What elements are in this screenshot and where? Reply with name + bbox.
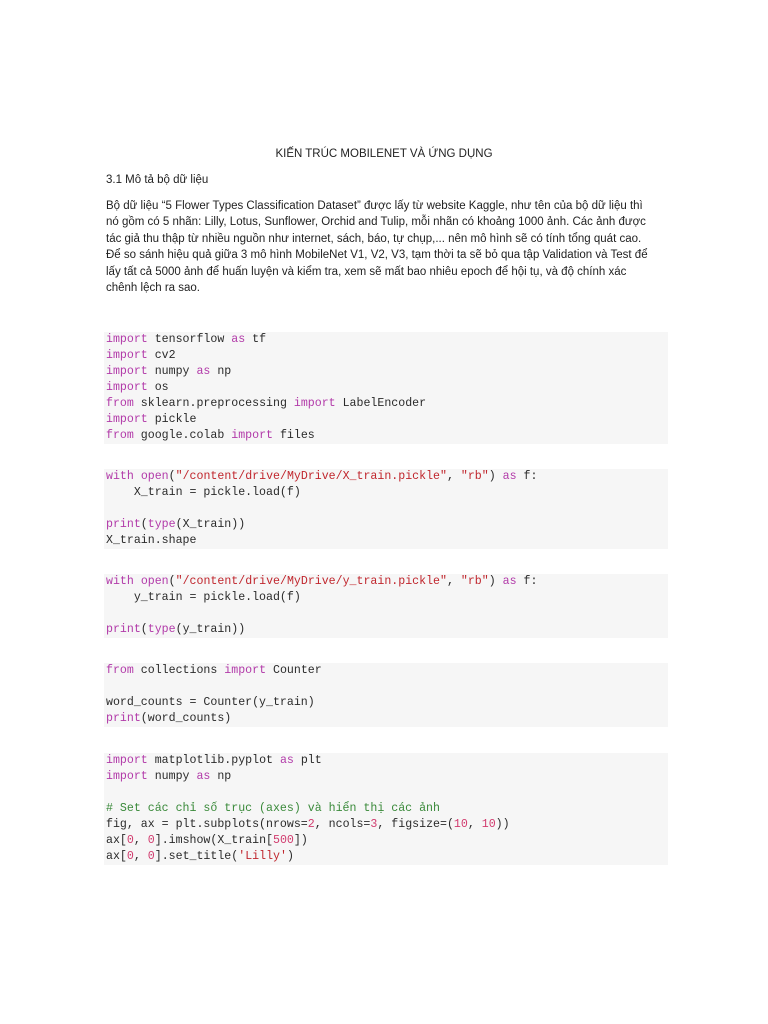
code-token: 'Lilly' (238, 850, 287, 863)
paragraph-line: chênh lệch ra sao. (106, 282, 200, 295)
code-token: with (106, 470, 134, 483)
code-line (106, 769, 668, 785)
code-token: "/content/drive/MyDrive/X_train.pickle" (175, 470, 447, 483)
code-token: ) (286, 850, 294, 863)
code-token: 3 (370, 818, 378, 831)
code-token: type (147, 623, 176, 636)
paragraph-line: tác giả thu thập từ nhiều nguồn như internet, sách, báo, tự chụp,... nên mô hình sẽ có tính tổng quát cao. (106, 232, 642, 245)
code-token: import (106, 754, 148, 767)
code-line (106, 849, 668, 865)
code-line (106, 364, 668, 380)
code-token: 10 (453, 818, 468, 831)
code-token: import (106, 333, 148, 346)
code-block-imports (104, 332, 668, 444)
code-line (106, 663, 668, 679)
code-token: ax[ (106, 834, 127, 847)
code-token: ].set_title( (154, 850, 239, 863)
code-token: f: (516, 470, 538, 483)
code-line (106, 622, 668, 638)
code-token: as (502, 470, 517, 483)
code-token: LabelEncoder (335, 397, 427, 410)
code-token: X_train.shape (106, 534, 197, 547)
code-line (106, 332, 668, 348)
code-line (106, 606, 668, 622)
paragraph-line: lấy tất cả 5000 ảnh để huấn luyện và kiểm tra, xem sẽ mất bao nhiêu epoch để hội tụ, và độ chính xác (106, 265, 627, 278)
code-token: "rb" (460, 470, 489, 483)
code-token: X_train = pickle.load(f) (106, 486, 301, 499)
code-token: f: (516, 575, 538, 588)
code-token: "/content/drive/MyDrive/y_train.pickle" (175, 575, 447, 588)
code-token: , (133, 834, 148, 847)
code-line (106, 801, 668, 817)
code-token: ax[ (106, 850, 127, 863)
description-paragraph (106, 198, 666, 296)
section-heading: 3.1 Mô tả bộ dữ liệu (106, 174, 209, 186)
code-block-load-x-train (104, 469, 668, 549)
code-token: 10 (481, 818, 496, 831)
code-token: import (106, 413, 148, 426)
code-token: open (140, 470, 169, 483)
code-token: pickle (147, 413, 197, 426)
code-token: 2 (307, 818, 315, 831)
code-line (106, 833, 668, 849)
code-token: word_counts = Counter(y_train) (106, 696, 315, 709)
code-line (106, 590, 668, 606)
code-line (106, 679, 668, 695)
code-token: 0 (126, 850, 134, 863)
code-token: cv2 (147, 349, 176, 362)
code-token: os (147, 381, 169, 394)
code-line (106, 396, 668, 412)
code-token: print (106, 712, 141, 725)
code-line (106, 785, 668, 801)
code-token: 0 (147, 834, 155, 847)
code-token: google.colab (133, 429, 232, 442)
code-token: ) (488, 575, 503, 588)
code-token: plt (293, 754, 322, 767)
code-token: print (106, 623, 141, 636)
code-block-counter (104, 663, 668, 727)
code-token: ].imshow(X_train[ (154, 834, 274, 847)
paragraph-line: Bộ dữ liệu “5 Flower Types Classification Dataset” được lấy từ website Kaggle, như tên của bộ dữ liệu thì (106, 200, 643, 212)
code-token: sklearn.preprocessing (133, 397, 294, 410)
code-line (106, 695, 668, 711)
code-line (106, 412, 668, 428)
code-token: , ncols= (314, 818, 371, 831)
code-token: matplotlib.pyplot (147, 754, 280, 767)
code-token: 0 (147, 850, 155, 863)
code-token: , (446, 470, 461, 483)
code-token: (y_train)) (175, 623, 246, 636)
code-line (106, 485, 668, 501)
code-block-load-y-train (104, 574, 668, 638)
code-token: as (279, 754, 294, 767)
code-token: as (502, 575, 517, 588)
code-token: tf (245, 333, 267, 346)
code-token: as (231, 333, 246, 346)
code-token: numpy (147, 365, 197, 378)
code-token: from (106, 397, 134, 410)
code-token (134, 470, 141, 483)
code-token: , (446, 575, 461, 588)
code-line (106, 428, 668, 444)
code-token: from (106, 429, 134, 442)
code-token: (word_counts) (140, 712, 232, 725)
code-token: import (106, 349, 148, 362)
code-token: import (231, 429, 273, 442)
code-token (134, 575, 141, 588)
code-token: , (467, 818, 482, 831)
code-line (106, 501, 668, 517)
code-token: Counter (266, 664, 322, 677)
code-token: with (106, 575, 134, 588)
code-token: (X_train)) (175, 518, 246, 531)
code-token: np (210, 770, 232, 783)
code-token: tensorflow (147, 333, 232, 346)
code-line (106, 533, 668, 549)
code-token: import (106, 365, 148, 378)
code-token: import (224, 664, 267, 677)
code-token: ) (488, 470, 503, 483)
code-line (106, 348, 668, 364)
paragraph-line: Để so sánh hiệu quả giữa 3 mô hình MobileNet V1, V2, V3, tạm thời ta sẽ bỏ qua tập Validation và Test để (106, 249, 648, 262)
code-token: "rb" (460, 575, 489, 588)
paragraph-line: nó gồm có 5 nhãn: Lilly, Lotus, Sunflower, Orchid and Tulip, mỗi nhãn có khoảng 1000 ảnh. Các ảnh được (106, 216, 646, 229)
code-token: ]) (293, 834, 308, 847)
code-line (106, 517, 668, 533)
code-token: # Set các chỉ số trục (axes) và hiển thị các ảnh (106, 802, 440, 815)
code-token: 500 (273, 834, 294, 847)
code-token: open (140, 575, 169, 588)
code-token: ( (140, 518, 148, 531)
code-block-plot (104, 753, 668, 865)
code-line (106, 469, 668, 485)
code-token: import (293, 397, 336, 410)
code-token: 0 (126, 834, 134, 847)
code-token: , figsize=( (377, 818, 454, 831)
code-token: ( (140, 623, 148, 636)
code-token: import (106, 381, 148, 394)
document-title: KIẾN TRÚC MOBILENET VÀ ỨNG DỤNG (275, 148, 493, 160)
code-token: y_train = pickle.load(f) (106, 591, 301, 604)
code-token: , (133, 850, 148, 863)
code-token: np (210, 365, 232, 378)
code-token: fig, ax = plt.subplots(nrows= (106, 818, 308, 831)
code-line (106, 817, 668, 833)
code-token: type (147, 518, 176, 531)
code-token: from (106, 664, 134, 677)
code-line (106, 711, 668, 727)
code-token: ( (168, 575, 176, 588)
code-line (106, 574, 668, 590)
code-token: files (273, 429, 315, 442)
code-token: import (106, 770, 148, 783)
code-token: numpy (147, 770, 197, 783)
code-line (106, 753, 668, 769)
code-token: )) (495, 818, 510, 831)
code-token: collections (133, 664, 225, 677)
code-token: as (196, 770, 211, 783)
code-token: as (196, 365, 211, 378)
code-line (106, 380, 668, 396)
code-token: print (106, 518, 141, 531)
code-token: ( (168, 470, 176, 483)
